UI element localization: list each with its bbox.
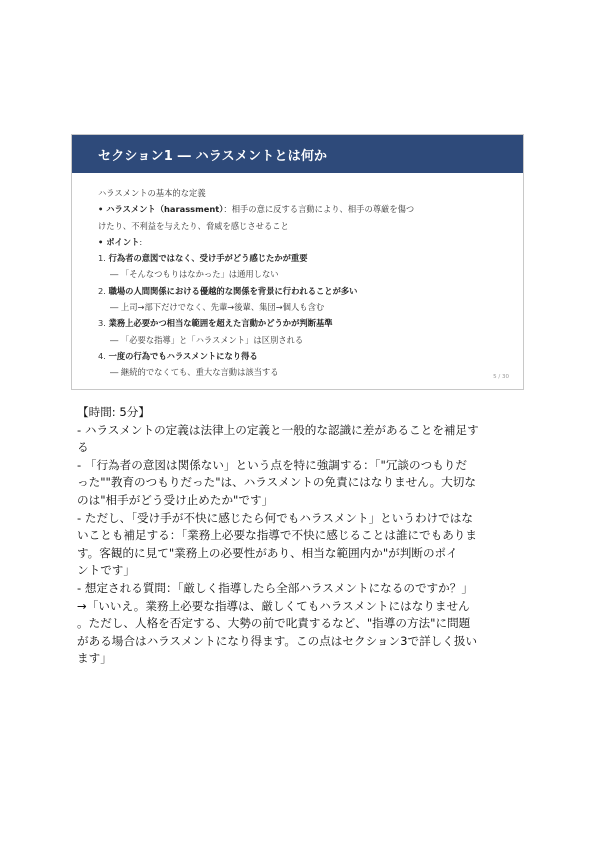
points-heading: [98, 234, 500, 250]
notes-line: - 想定される質問：「厳しく指導したら全部ハラスメントになるのですか？」: [77, 580, 473, 595]
slide: [71, 134, 524, 390]
page-number: 5 / 30: [493, 374, 509, 380]
slide-header: [72, 135, 523, 173]
notes-line: す。客観的に見て"業務上の必要性があり、相当な範囲内か"が判断のポイ: [77, 545, 458, 560]
notes-line: ントです」: [77, 563, 135, 578]
point-note: ― 「そんなつもりはなかった」は通用しない: [110, 269, 279, 280]
notes-line: - ただし、「受け手が不快に感じたら何でもハラスメント」というわけではな: [77, 510, 473, 525]
notes-line: - ハラスメントの定義は法律上の定義と一般的な認識に差があることを補足す: [77, 422, 479, 437]
point-note: ― 上司→部下だけでなく、先輩→後輩、集団→個人も含む: [110, 302, 325, 313]
slide-intro: ハラスメントの基本的な定義: [98, 188, 206, 198]
notes-line: - 「行為者の意図は関係ない」という点を特に強調する：「"冗談のつもりだ: [77, 457, 467, 472]
point-title: 職場の人間関係における優越的な関係を背景に行われることが多い: [108, 285, 358, 296]
notes-line: 【時間: 5分】: [77, 405, 150, 419]
point-title: 業務上必要かつ相当な範囲を超えた言動かどうかが判断基準: [108, 318, 333, 329]
point-number: 1.: [98, 253, 106, 264]
point-3: [98, 315, 500, 331]
point-1: [98, 250, 500, 266]
definition-term: • ハラスメント（harassment）: [98, 204, 224, 215]
point-title: 一度の行為でもハラスメントになり得る: [108, 350, 258, 361]
notes-line: ます」: [77, 651, 112, 666]
notes-line: った""教育のつもりだった"は、ハラスメントの免責にはなりません。大切な: [77, 475, 476, 490]
slide-body: [98, 185, 500, 381]
notes-line: がある場合はハラスメントになり得ます。この点はセクション3で詳しく扱い: [77, 633, 478, 648]
notes-line: る: [77, 440, 89, 455]
point-2: [98, 283, 500, 299]
point-number: 2.: [98, 285, 106, 296]
points-heading-colon: :: [139, 236, 143, 247]
speaker-notes: [77, 404, 522, 668]
notes-line: →「いいえ。業務上必要な指導は、厳しくてもハラスメントにはなりません: [77, 598, 470, 613]
point-number: 4.: [98, 350, 106, 361]
notes-line: いことも補足する：「業務上必要な指導で不快に感じることは誰にでもありま: [77, 528, 477, 543]
notes-line: 。ただし、人格を否定する、大勢の前で叱責するなど、"指導の方法"に問題: [77, 616, 471, 631]
definition-line-1: [98, 201, 500, 217]
slide-title: セクション1 ― ハラスメントとは何か: [98, 149, 328, 164]
point-note: ― 継続的でなくても、重大な言動は該当する: [110, 367, 279, 378]
point-4: [98, 348, 500, 364]
definition-text: ：相手の意に反する言動により、相手の尊厳を傷つ: [223, 204, 415, 215]
definition-line-2: けたり、不利益を与えたり、脅威を感じさせること: [98, 220, 289, 231]
point-number: 3.: [98, 318, 106, 329]
points-heading-label: • ポイント: [98, 236, 140, 247]
notes-line: のは"相手がどう受け止めたか"です」: [77, 492, 274, 507]
point-note: ― 「必要な指導」と「ハラスメント」は区別される: [110, 334, 304, 345]
point-title: 行為者の意図ではなく、受け手がどう感じたかが重要: [108, 253, 308, 264]
